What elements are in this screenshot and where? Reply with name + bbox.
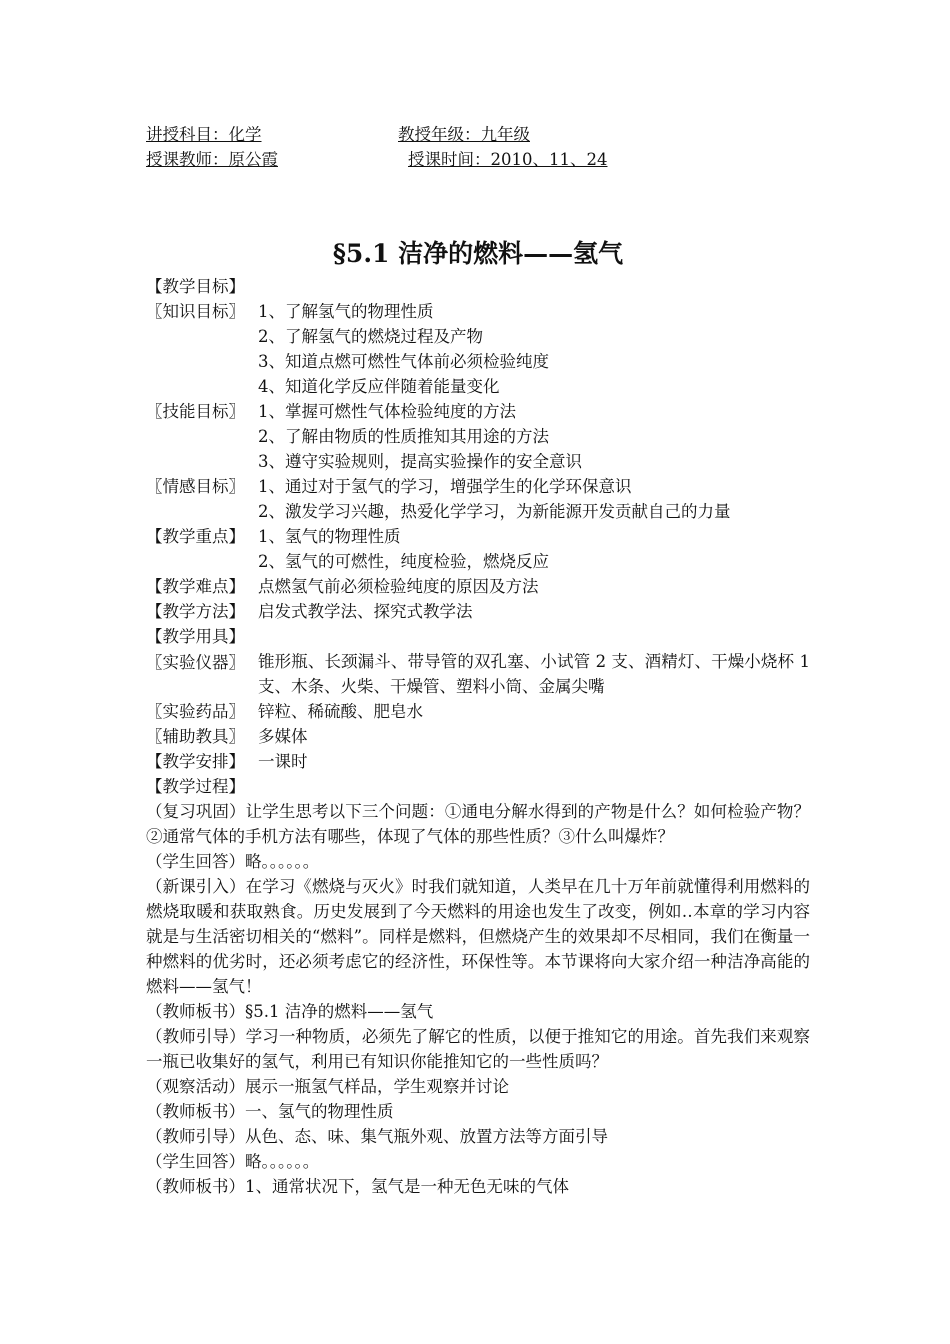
process-paragraph: （复习巩固）让学生思考以下三个问题：①通电分解水得到的产物是什么？如何检验产物？②通常气体的手机方法有哪些，体现了气体的那些性质？③什么叫爆炸？: [146, 802, 810, 846]
page-title: §5.1 洁净的燃料——氢气: [332, 239, 624, 268]
knowledge-label: 〖知识目标〗: [146, 302, 245, 321]
difficulty: [146, 574, 810, 599]
key-points: [146, 524, 810, 574]
reagents: [146, 699, 810, 724]
knowledge-item: 1、了解氢气的物理性质: [258, 302, 434, 321]
key-item: 2、氢气的可燃性，纯度检验，燃烧反应: [258, 552, 549, 571]
emotion-item: 1、通过对于氢气的学习，增强学生的化学环保意识: [258, 477, 632, 496]
knowledge-item: 3、知道点燃可燃性气体前必须检验纯度: [258, 352, 549, 371]
emotion-objectives: [146, 474, 810, 524]
process-paragraph: （教师板书）一、氢气的物理性质: [146, 1102, 394, 1121]
knowledge-item: 2、了解氢气的燃烧过程及产物: [258, 327, 483, 346]
key-item: 1、氢气的物理性质: [258, 527, 401, 546]
meta-time: 授课时间：2010、11、24: [408, 150, 608, 169]
objectives-heading: 【教学目标】: [146, 277, 245, 296]
tools-heading: 【教学用具】: [146, 627, 245, 646]
difficulty-label: 【教学难点】: [146, 577, 245, 596]
process-paragraph: （教师板书）1、通常状况下，氢气是一种无色无味的气体: [146, 1177, 569, 1196]
method-label: 【教学方法】: [146, 602, 245, 621]
process-paragraph: （学生回答）略。。。。。。: [146, 852, 320, 871]
process-paragraph: （教师板书）§5.1 洁净的燃料——氢气: [146, 1002, 434, 1021]
method: [146, 599, 810, 624]
aids-text: 多媒体: [258, 727, 308, 746]
document-page: [146, 122, 810, 1199]
method-text: 启发式教学法、探究式教学法: [258, 602, 473, 621]
lesson-body: [146, 274, 810, 1199]
skill-label: 〖技能目标〗: [146, 402, 245, 421]
process-paragraph: （教师引导）学习一种物质，必须先了解它的性质，以便于推知它的用途。首先我们来观察一瓶已收集好的氢气，利用已有知识你能推知它的一些性质吗？: [146, 1027, 810, 1071]
reagents-label: 〖实验药品〗: [146, 702, 245, 721]
instruments-text: 锥形瓶、长颈漏斗、带导管的双孔塞、小试管 2 支、酒精灯、干燥小烧杯 1 支、木条、火柴、干燥管、塑料小筒、金属尖嘴: [258, 652, 810, 696]
knowledge-objectives: [146, 299, 810, 399]
aids: [146, 724, 810, 749]
knowledge-item: 4、知道化学反应伴随着能量变化: [258, 377, 500, 396]
aids-label: 〖辅助教具〗: [146, 727, 245, 746]
reagents-text: 锌粒、稀硫酸、肥皂水: [258, 702, 423, 721]
emotion-label: 〖情感目标〗: [146, 477, 245, 496]
schedule-label: 【教学安排】: [146, 752, 245, 771]
key-label: 【教学重点】: [146, 527, 245, 546]
schedule: [146, 749, 810, 774]
instruments: [146, 649, 810, 699]
difficulty-text: 点燃氢气前必须检验纯度的原因及方法: [258, 577, 539, 596]
process-paragraph: （观察活动）展示一瓶氢气样品，学生观察并讨论: [146, 1077, 509, 1096]
skill-item: 1、掌握可燃性气体检验纯度的方法: [258, 402, 516, 421]
skill-item: 2、了解由物质的性质推知其用途的方法: [258, 427, 549, 446]
instruments-label: 〖实验仪器〗: [146, 653, 245, 672]
emotion-item: 2、激发学习兴趣，热爱化学学习，为新能源开发贡献自己的力量: [258, 502, 731, 521]
lesson-meta: [146, 122, 810, 172]
process-paragraph: （教师引导）从色、态、味、集气瓶外观、放置方法等方面引导: [146, 1127, 608, 1146]
meta-grade: 教授年级：九年级: [398, 125, 530, 144]
skill-objectives: [146, 399, 810, 474]
schedule-text: 一课时: [258, 752, 308, 771]
meta-teacher: 授课教师：原公霞: [146, 150, 278, 169]
skill-item: 3、遵守实验规则，提高实验操作的安全意识: [258, 452, 582, 471]
process-paragraph: （新课引入）在学习《燃烧与灭火》时我们就知道，人类早在几十万年前就懂得利用燃料的燃烧取暖和获取熟食。历史发展到了今天燃料的用途也发生了改变，例如‥本章的学习内容就是与生活密切相关的“燃料”。同样是燃料，但燃烧产生的效果却不尽相同，我们在衡量一种燃料的优劣时，还必须考虑它的经济性，环保性等。本节课将向大家介绍一种洁净高能的燃料——氢气！: [146, 877, 810, 996]
meta-row-2: [146, 147, 810, 172]
meta-subject: 讲授科目：化学: [146, 125, 262, 144]
process-paragraph: （学生回答）略。。。。。。: [146, 1152, 320, 1171]
meta-row-1: [146, 122, 810, 147]
process-heading: 【教学过程】: [146, 777, 245, 796]
